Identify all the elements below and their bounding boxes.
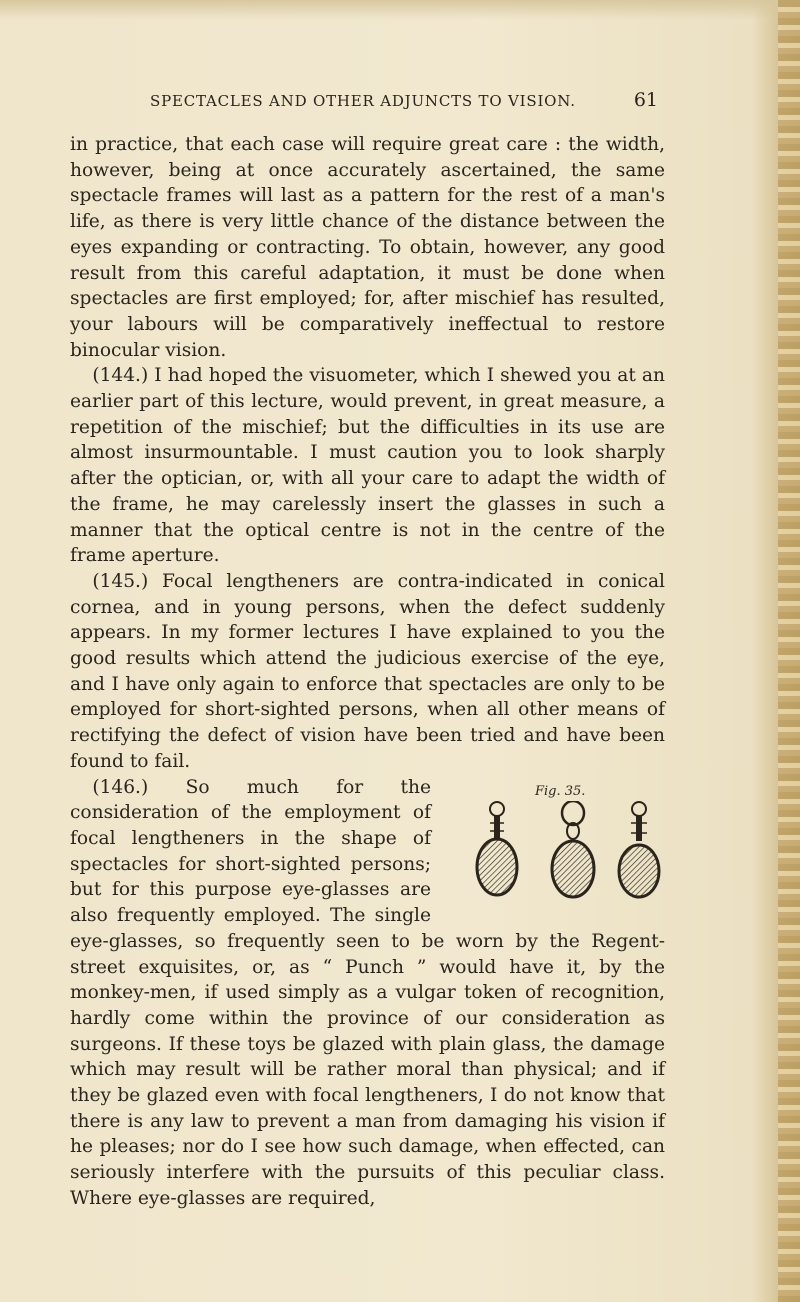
running-head: SPECTACLES AND OTHER ADJUNCTS TO VISION. — [150, 92, 576, 110]
figure-caption: Fig. 35. — [535, 783, 586, 799]
paragraph-1: in practice, that each case will require great care : the width, however, being at once accurately ascertained, the same spectacle frames will last as a pattern for the rest of a man's life, as there is very little chance of the distance between the eyes expanding or contracting. To obtain, however, any good result from this careful adaptation, it must be done when spectacles are first employed; for, after mischief has resulted, your labours will be comparatively ineffectual to restore binocular vision. — [70, 134, 665, 361]
body-text — [70, 132, 665, 1212]
page-top-stain — [0, 0, 800, 20]
page-number: 61 — [633, 89, 658, 111]
figure-35 — [443, 775, 665, 905]
paragraph-146: (146.) So much for the consideration of the employment of focal lengtheners in the shape of spectacles for short-sighted persons; but for this purpose eye-glasses are also frequently employed. The single eye-glasses, so frequently seen to be worn by the Regent-street exquisites, or, as “ Punch ” would have it, by the monkey-men, if used simply as a vulgar token of recognition, hardly come within the province of our consideration as surgeons. If these toys be glazed with plain glass, the damage which may result will be rather moral than physical; and if they be glazed even with focal lengtheners, I do not know that there is any law to prevent a man from damaging his vision if he pleases; nor do I see how such damage, when effected, can seriously interfere with the pursuits of this peculiar class. Where eye-glasses are required, — [70, 776, 665, 1209]
page-edge — [778, 0, 800, 1302]
eye-glass-icon — [477, 802, 517, 895]
eye-glass-icon — [619, 802, 659, 897]
eye-glasses-illustration — [443, 801, 665, 901]
paragraph-145: (145.) Focal lengtheners are contra-indicated in conical cornea, and in young persons, when the defect suddenly appears. In my former lectures I have explained to you the good results which attend the judicious exercise of the eye, and I have only again to enforce that spectacles are only to be employed for short-sighted persons, when all other means of rectifying the defect of vision have been tried and have been found to fail. — [70, 570, 665, 772]
eye-glass-icon — [552, 801, 594, 897]
paragraph-144: (144.) I had hoped the visuometer, which I shewed you at an earlier part of this lecture, would prevent, in great measure, a repetition of the mischief; but the difficulties in its use are almost insurmountable. I must caution you to look sharply after the optician, or, with all your care to adapt the width of the frame, he may carelessly insert the glasses in such a manner that the optical centre is not in the centre of the frame aperture. — [70, 365, 665, 567]
page-header — [150, 89, 658, 114]
